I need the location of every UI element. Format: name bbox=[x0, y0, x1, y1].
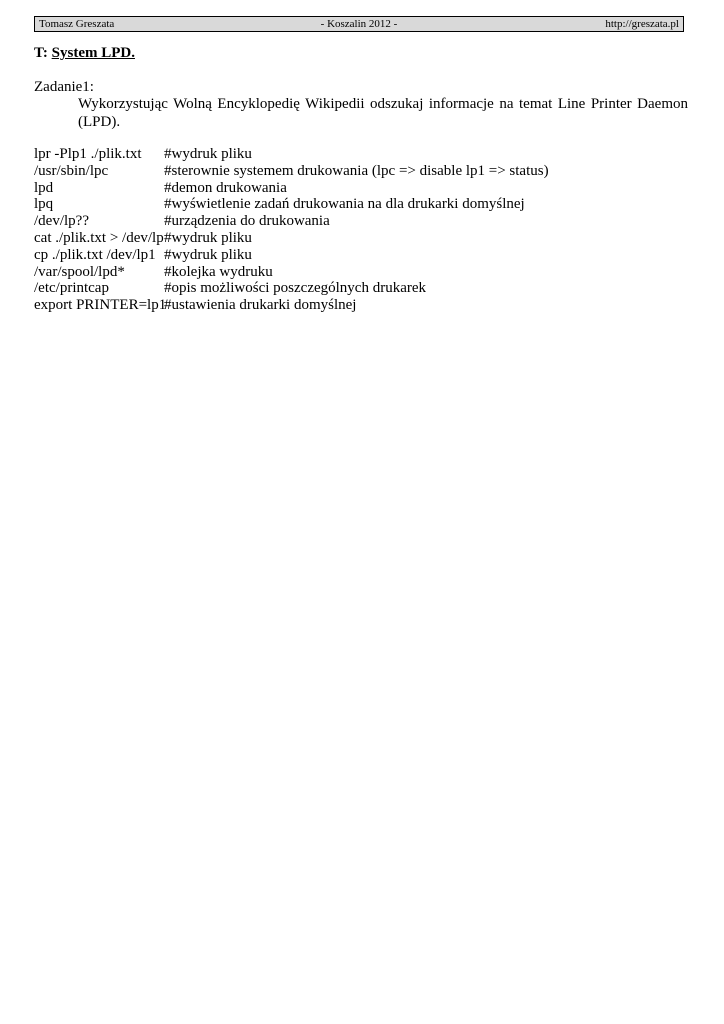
command-text: cp ./plik.txt /dev/lp1 bbox=[34, 246, 156, 263]
page-header bbox=[34, 16, 684, 32]
command-comment: #sterownie systemem drukowania (lpc => disable lp1 => status) bbox=[164, 162, 549, 179]
title-text: System LPD. bbox=[51, 45, 135, 61]
command-text: lpr -Plp1 ./plik.txt bbox=[34, 146, 142, 162]
command-comment: #wyświetlenie zadań drukowania na dla drukarki domyślnej bbox=[164, 196, 525, 213]
title-prefix: T: bbox=[34, 45, 48, 61]
task-description: Wykorzystując Wolną Encyklopedię Wikipedii odszukaj informacje na temat Line Printer Daemon (LPD). bbox=[78, 96, 688, 130]
command-comment: #demon drukowania bbox=[164, 179, 287, 196]
command-text: /dev/lp?? bbox=[34, 213, 89, 230]
command-text: lpq bbox=[34, 196, 54, 213]
command-comment: #wydruk pliku bbox=[164, 146, 252, 162]
page-title bbox=[34, 44, 135, 62]
command-comment: #opis możliwości poszczególnych drukarek bbox=[164, 280, 427, 297]
command-comment: #wydruk pliku bbox=[164, 246, 252, 263]
command-text: export PRINTER=lp1 bbox=[34, 297, 167, 314]
command-comment: #ustawienia drukarki domyślnej bbox=[164, 297, 357, 314]
header-url: http://greszata.pl bbox=[605, 18, 679, 30]
header-location-year: - Koszalin 2012 - bbox=[320, 18, 398, 30]
header-author: Tomasz Greszata bbox=[39, 18, 115, 30]
command-comment: #wydruk pliku bbox=[164, 229, 252, 246]
command-text: /var/spool/lpd* bbox=[34, 263, 125, 280]
task-label: Zadanie1: bbox=[34, 79, 94, 95]
command-text: lpd bbox=[34, 179, 54, 196]
command-comment: #kolejka wydruku bbox=[164, 263, 273, 280]
command-text: /usr/sbin/lpc bbox=[34, 162, 109, 179]
command-text: /etc/printcap bbox=[34, 280, 109, 297]
command-text: cat ./plik.txt > /dev/lp bbox=[34, 229, 164, 246]
command-comment: #urządzenia do drukowania bbox=[164, 213, 330, 230]
